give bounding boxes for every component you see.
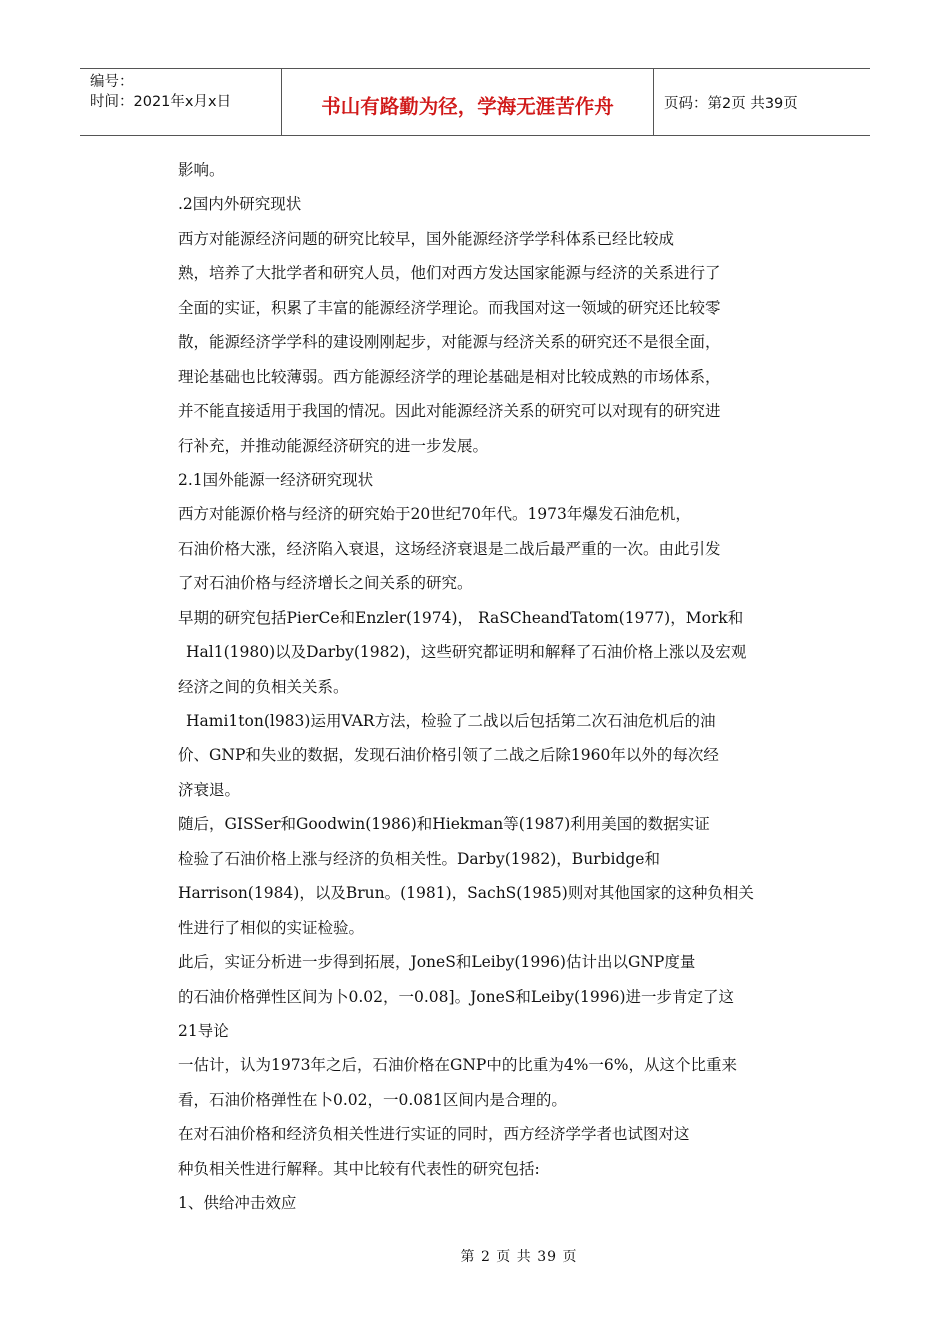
page-header — [80, 68, 870, 136]
header-page-info: 页码：第2页 共39页 — [664, 95, 798, 112]
header-meta — [80, 69, 282, 135]
body-line: 影响。 — [178, 161, 225, 179]
body-line: 济衰退。 — [178, 780, 241, 799]
body-line: Hal1(1980)以及Darby(1982)，这些研究都证明和解释了石油价格上涨以及宏观 — [186, 643, 747, 662]
body-line: 西方对能源价格与经济的研究始于20世纪70年代。1973年爆发石油危机， — [178, 505, 691, 524]
section-heading: 21导论 — [178, 1021, 229, 1040]
document-body — [178, 153, 818, 1221]
body-line: 检验了石油价格上涨与经济的负相关性。Darby(1982)，Burbidge和 — [178, 849, 660, 868]
body-line: 的石油价格弹性区间为卜0.02，一0.08]。JoneS和Leiby(1996)进一步肯定了这 — [178, 987, 735, 1006]
section-heading: 2.1国外能源一经济研究现状 — [178, 470, 374, 489]
section-heading: 1、供给冲击效应 — [178, 1194, 297, 1213]
body-line: 随后，GISSer和Goodwin(1986)和Hiekman等(1987)利用美国的数据实证 — [178, 815, 710, 834]
body-line: 性进行了相似的实证检验。 — [178, 918, 365, 937]
body-line: 一估计，认为1973年之后，石油价格在GNP中的比重为4%一6%，从这个比重来 — [178, 1056, 738, 1075]
body-line: 西方对能源经济问题的研究比较早，国外能源经济学学科体系已经比较成 — [178, 229, 675, 248]
body-line: 行补充，并推动能源经济研究的进一步发展。 — [178, 436, 489, 455]
page-footer — [0, 1246, 950, 1266]
body-line: 价、GNP和失业的数据，发现石油价格引领了二战之后除1960年以外的每次经 — [178, 746, 719, 765]
body-line: 早期的研究包括PierCe和Enzler(1974)， RaSCheandTatom(1977)，Mork和 — [178, 608, 744, 627]
body-line: 种负相关性进行解释。其中比较有代表性的研究包括: — [178, 1159, 540, 1178]
body-line: 经济之间的负相关关系。 — [178, 677, 349, 696]
document-number-label: 编号： — [90, 74, 134, 90]
body-line: 石油价格大涨，经济陷入衰退，这场经济衰退是二战后最严重的一次。由此引发 — [178, 539, 721, 558]
body-line: 散，能源经济学学科的建设刚刚起步，对能源与经济关系的研究还不是很全面， — [178, 333, 721, 352]
body-line: 熟，培养了大批学者和研究人员，他们对西方发达国家能源与经济的关系进行了 — [178, 264, 721, 283]
body-line: Hami1ton(l983)运用VAR方法，检验了二战以后包括第二次石油危机后的油 — [186, 712, 716, 730]
body-line: 在对石油价格和经济负相关性进行实证的同时，西方经济学学者也试图对这 — [178, 1125, 690, 1144]
header-motto: 书山有路勤为径，学海无涯苦作舟 — [282, 69, 654, 135]
body-line: 看，石油价格弹性在卜0.02，一0.081区间内是合理的。 — [178, 1090, 567, 1109]
document-time-label: 时间：2021年x月x日 — [90, 94, 232, 110]
footer-page-number: 第 2 页 共 39 页 — [460, 1249, 578, 1265]
section-heading: .2国内外研究现状 — [178, 195, 302, 214]
body-line: Harrison(1984)，以及Brun。(1981)，SachS(1985)则对其他国家的这种负相关 — [178, 884, 754, 903]
body-line: 并不能直接适用于我国的情况。因此对能源经济关系的研究可以对现有的研究进 — [178, 402, 721, 421]
body-line: 全面的实证，积累了丰富的能源经济学理论。而我国对这一领域的研究还比较零 — [178, 298, 721, 317]
body-line: 了对石油价格与经济增长之间关系的研究。 — [178, 574, 473, 593]
body-line: 此后，实证分析进一步得到拓展，JoneS和Leiby(1996)估计出以GNP度量 — [178, 953, 696, 972]
body-line: 理论基础也比较薄弱。西方能源经济学的理论基础是相对比较成熟的市场体系， — [178, 367, 721, 386]
